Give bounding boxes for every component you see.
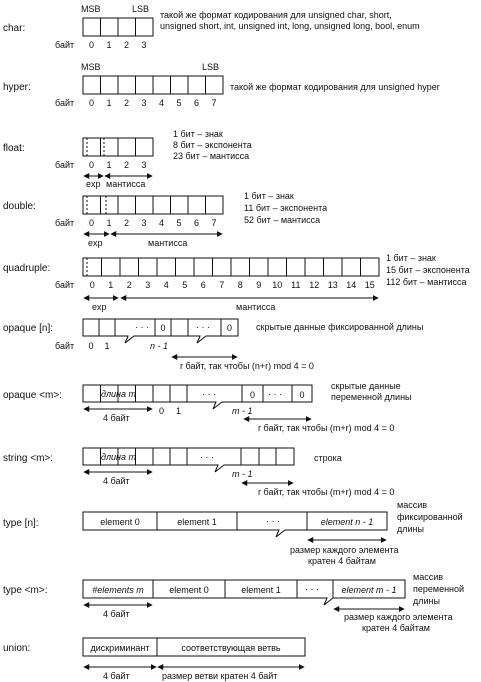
type-var-element-0: element 0 (169, 585, 209, 595)
double-byte-index: 4 (158, 218, 165, 228)
hyper-byte-index: 0 (88, 98, 95, 108)
type-fixed-size-2: кратен 4 байтам (308, 556, 376, 566)
float-byte-index: 2 (123, 160, 130, 170)
quadruple-byte-index: 15 (364, 280, 375, 290)
char-byte-index: 1 (106, 40, 112, 50)
opaque-var-byte-index-0: 0 (158, 406, 165, 416)
type-fixed-size-1: размер каждого элемента (290, 545, 399, 555)
type-fixed-element-n-1: element n - 1 (320, 517, 374, 527)
hyper-byte-index: 4 (158, 98, 165, 108)
quadruple-byte-index: 14 (346, 280, 357, 290)
float-byte-index: 1 (106, 160, 112, 170)
opaque-fixed-label: opaque [n]: (3, 323, 54, 334)
double-bytes-label: байт (55, 218, 75, 228)
float-note-3: 23 бит – мантисса (173, 151, 250, 161)
quadruple-byte-index: 4 (163, 280, 169, 290)
quadruple-byte-index: 12 (309, 280, 320, 290)
float-exp-label: exp (86, 179, 101, 189)
float-note-1: 1 бит – знак (173, 129, 223, 139)
quadruple-byte-index: 2 (126, 280, 132, 290)
type-var-four-bytes: 4 байт (103, 609, 130, 619)
opaque-fixed-zero-1: 0 (160, 323, 166, 333)
char-bytes-label: байт (55, 40, 75, 50)
quadruple-section (83, 258, 379, 298)
quadruple-note-3: 112 бит – мантисса (386, 277, 467, 287)
double-byte-index: 1 (106, 218, 112, 228)
char-byte-index: 2 (123, 40, 130, 50)
char-note-1: такой же формат кодирования для unsigned char, short, (160, 10, 392, 20)
quadruple-byte-index: 8 (237, 280, 243, 290)
quadruple-exp-label: exp (92, 302, 107, 312)
float-section (83, 138, 153, 176)
union-branch-size: размер ветви кратен 4 байт (162, 671, 278, 681)
type-var-dots: · · · (305, 584, 319, 594)
double-byte-index: 3 (141, 218, 147, 228)
type-fixed-note-2: фиксированной (397, 512, 463, 522)
type-fixed-note-1: массив (397, 500, 428, 510)
quadruple-note-1: 1 бит – знак (386, 253, 436, 263)
quadruple-bytes-label: байт (55, 280, 75, 290)
char-section (83, 18, 153, 36)
hyper-byte-index: 6 (193, 98, 200, 108)
type-fixed-element-1: element 1 (177, 517, 217, 527)
hyper-byte-index: 7 (211, 98, 217, 108)
string-var-label: string <m>: (3, 453, 54, 464)
string-var-note: строка (314, 453, 342, 463)
float-label: float: (3, 143, 25, 154)
type-fixed-note-3: длины (397, 524, 424, 534)
char-lsb: LSB (132, 4, 150, 14)
opaque-var-note-2: переменной длины (331, 392, 412, 402)
opaque-var-label: opaque <m>: (3, 390, 62, 401)
opaque-var-length: длина m (101, 389, 137, 399)
double-label: double: (3, 201, 36, 212)
quadruple-label: quadruple: (3, 263, 51, 274)
type-fixed-dots: · · · (266, 516, 280, 526)
double-byte-index: 0 (88, 218, 95, 228)
type-var-element-1: element 1 (241, 585, 281, 595)
opaque-var-zero-1: 0 (249, 390, 256, 400)
quadruple-byte-index: 6 (200, 280, 206, 290)
char-label: char: (3, 23, 26, 34)
hyper-byte-index: 2 (123, 98, 130, 108)
hyper-section (83, 76, 223, 94)
double-byte-index: 2 (123, 218, 130, 228)
quadruple-byte-index: 9 (256, 280, 262, 290)
string-var-four-bytes: 4 байт (103, 476, 130, 486)
double-section (83, 196, 223, 234)
quadruple-byte-index: 3 (145, 280, 151, 290)
hyper-byte-index: 1 (106, 98, 112, 108)
type-var-note-2: переменной (413, 584, 465, 594)
hyper-bytes-label: байт (55, 98, 75, 108)
quadruple-mantissa-label: мантисса (236, 302, 276, 312)
char-byte-index: 3 (141, 40, 147, 50)
opaque-var-dots-1: · · · (202, 389, 216, 399)
type-var-count: #elements m (92, 585, 144, 595)
float-note-2: 8 бит – экспонента (173, 140, 252, 150)
string-var-dots: · · · (200, 452, 214, 462)
opaque-var-dots-2: · · · (268, 389, 282, 399)
string-var-byte-index-m-1: m - 1 (232, 469, 253, 479)
opaque-var-r-note: r байт, так чтобы (m+r) mod 4 = 0 (258, 423, 395, 433)
type-var-note-3: длины (413, 596, 440, 606)
opaque-fixed-dots-2: · · · (196, 322, 210, 332)
quadruple-note-2: 15 бит – экспонента (386, 265, 470, 275)
union-four-bytes: 4 байт (103, 671, 130, 681)
float-mantissa-label: мантисса (106, 179, 146, 189)
opaque-fixed-byte-index-0: 0 (88, 341, 94, 351)
double-byte-index: 6 (193, 218, 200, 228)
double-note-2: 11 бит – экспонента (244, 203, 328, 213)
char-msb: MSB (81, 4, 101, 14)
char-byte-index: 0 (88, 40, 95, 50)
type-fixed-element-0: element 0 (100, 517, 140, 527)
double-note-1: 1 бит – знак (244, 191, 294, 201)
opaque-var-zero-2: 0 (299, 390, 305, 400)
string-var-length: длина m (101, 452, 137, 462)
type-fixed-label: type [n]: (3, 518, 39, 529)
opaque-var-byte-index-m-1: m - 1 (232, 406, 253, 416)
quadruple-byte-index: 13 (327, 280, 338, 290)
opaque-var-note-1: скрытые данные (331, 381, 401, 391)
opaque-fixed-bytes-label: байт (55, 341, 75, 351)
double-byte-index: 5 (176, 218, 182, 228)
float-bytes-label: байт (55, 160, 75, 170)
quadruple-byte-index: 5 (182, 280, 188, 290)
opaque-var-four-bytes: 4 байт (103, 413, 130, 423)
hyper-msb: MSB (81, 62, 101, 72)
hyper-byte-index: 5 (176, 98, 182, 108)
opaque-fixed-note: скрытые данные фиксированной длины (256, 322, 424, 332)
hyper-label: hyper: (3, 82, 31, 93)
type-var-size-2: кратен 4 байтам (362, 623, 430, 633)
double-byte-index: 7 (211, 218, 217, 228)
opaque-fixed-byte-index-n-1: n - 1 (150, 341, 169, 351)
quadruple-byte-index: 1 (108, 280, 114, 290)
double-exp-label: exp (88, 238, 103, 248)
string-var-r-note: r байт, так чтобы (m+r) mod 4 = 0 (258, 487, 395, 497)
union-branch: соответствующая ветвь (181, 643, 281, 653)
quadruple-byte-index: 11 (291, 280, 301, 290)
char-note-2: unsigned short, int, unsigned int, long, unsigned long, bool, enum (160, 21, 420, 31)
float-byte-index: 3 (141, 160, 147, 170)
opaque-fixed-r-note: r байт, так чтобы (n+r) mod 4 = 0 (180, 361, 314, 371)
type-var-element-m-1: element m - 1 (341, 585, 397, 595)
union-label: union: (3, 643, 31, 654)
hyper-lsb: LSB (202, 62, 220, 72)
quadruple-byte-index: 0 (89, 280, 95, 290)
double-mantissa-label: мантисса (148, 238, 188, 248)
union-discriminant: дискриминант (90, 643, 150, 653)
quadruple-byte-index: 10 (272, 280, 283, 290)
type-var-size-1: размер каждого элемента (344, 612, 453, 622)
quadruple-byte-index: 7 (219, 280, 225, 290)
opaque-fixed-dots-1: · · · (135, 322, 149, 332)
type-var-label: type <m>: (3, 585, 48, 596)
hyper-note: такой же формат кодирования для unsigned hyper (230, 82, 440, 92)
type-var-note-1: массив (413, 572, 444, 582)
float-byte-index: 0 (88, 160, 95, 170)
double-note-3: 52 бит – мантисса (244, 215, 321, 225)
opaque-var-byte-index-1: 1 (175, 406, 182, 416)
opaque-fixed-byte-index-1: 1 (104, 341, 110, 351)
hyper-byte-index: 3 (141, 98, 147, 108)
opaque-fixed-zero-2: 0 (226, 323, 233, 333)
